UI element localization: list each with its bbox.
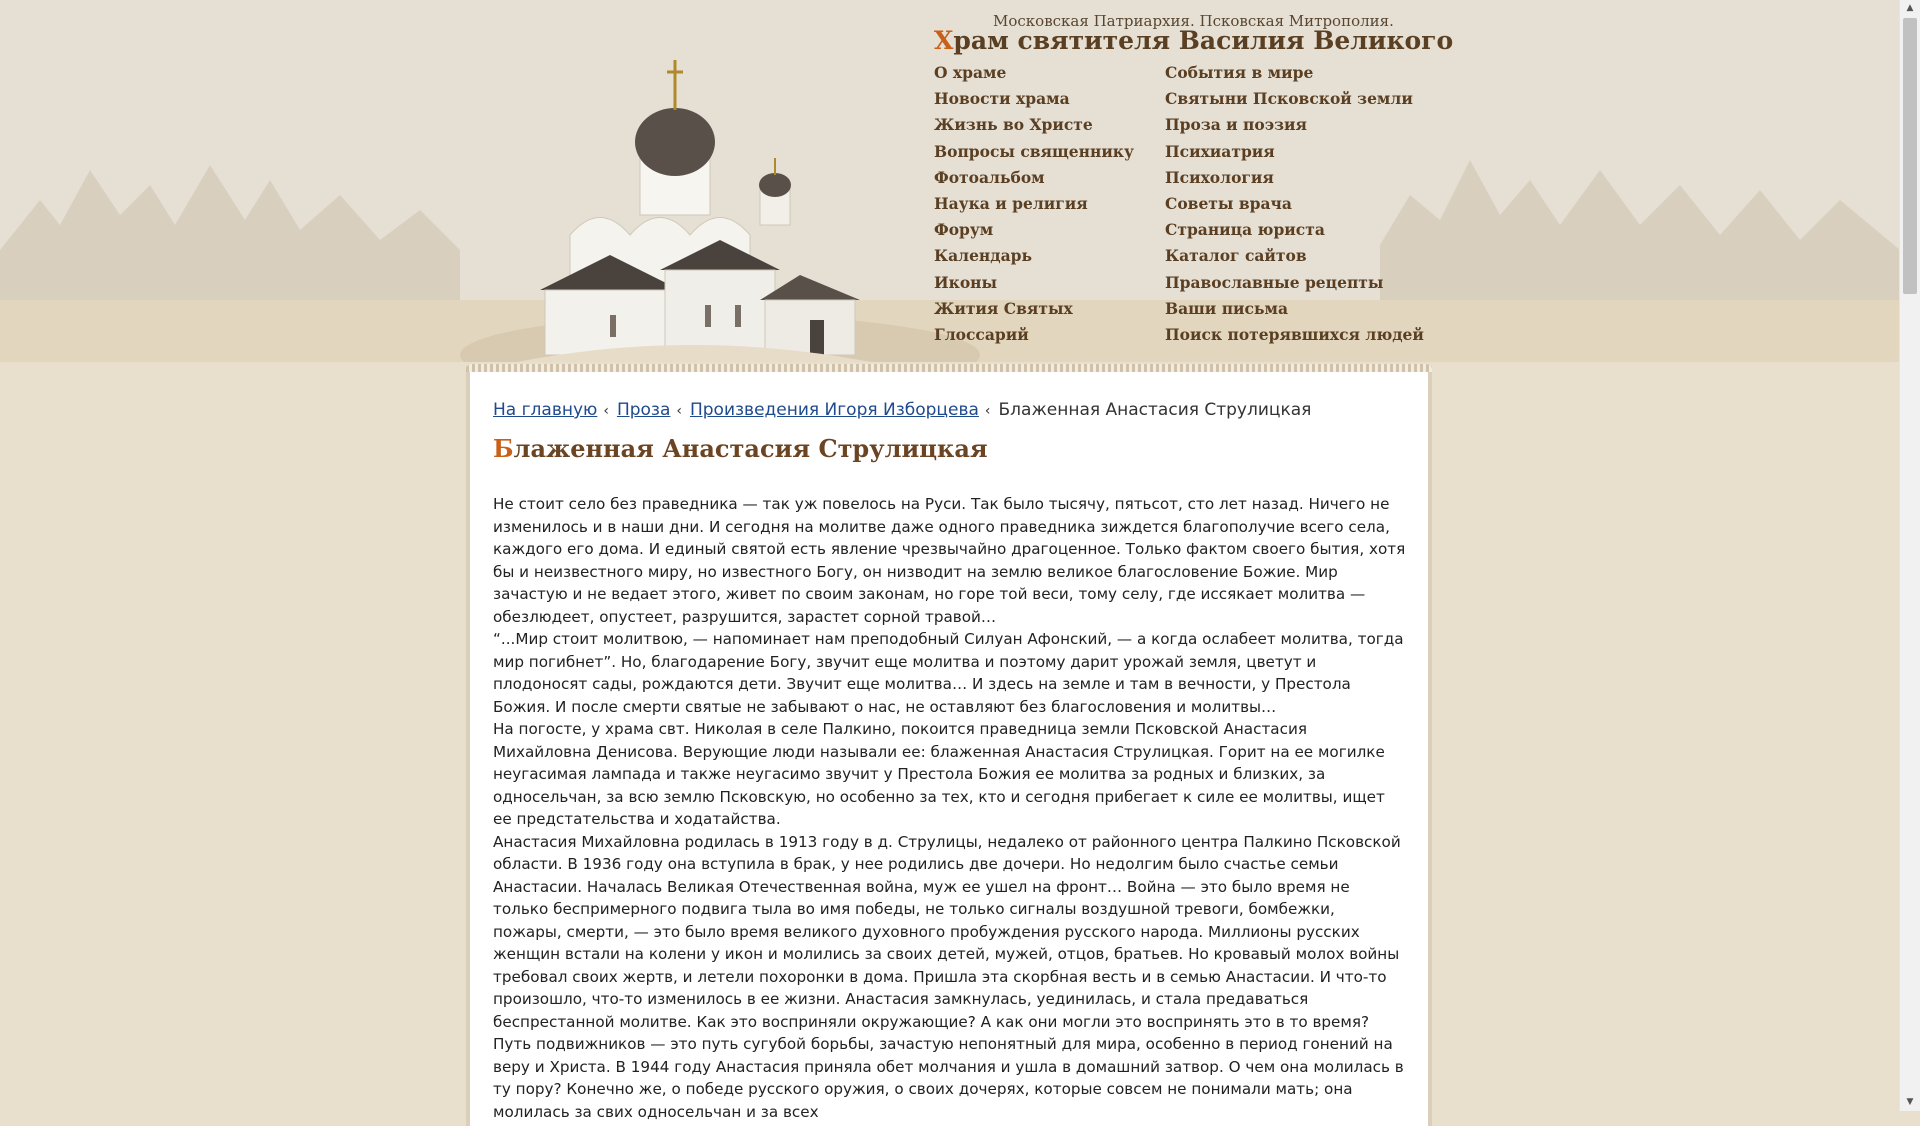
breadcrumb (493, 400, 1408, 424)
article-paragraph: На погосте, у храма свт. Николая в селе Палкино, покоится праведница земли Псковской Анастасия Михайловна Денисова. Верующие люди называли ее: блаженная Анастасия Струлицкая. Горит на ее могилке неугасимая лампада и также неугасимо звучит у Престола Божия ее молитва за родных и близких, за односельчан, за всю землю Псковскую, но особенно за тех, кто и сегодня прибегает к силе ее молитвы, ищет ее предстательства и ходатайства. (493, 720, 1385, 828)
vertical-scrollbar[interactable] (1899, 0, 1920, 1111)
nav-link-poisk[interactable]: Поиск потерявшихся людей (1165, 324, 1424, 344)
site-subtitle: Московская Патриархия. Псковская Митрополия. (993, 12, 1394, 30)
site-title[interactable] (934, 26, 1453, 55)
nav-link-sobytiya[interactable]: События в мире (1165, 63, 1314, 82)
breadcrumb-separator-icon: ‹ (984, 403, 991, 419)
scrollbar-thumb[interactable] (1903, 18, 1917, 294)
nav-link-katalog[interactable]: Каталог сайтов (1165, 246, 1307, 266)
nav-link-sovety-vracha[interactable]: Советы врача (1165, 193, 1292, 213)
content-panel (466, 366, 1432, 1126)
page-title-initial: Б (493, 434, 514, 463)
nav-link-svyatyni[interactable]: Святыни Псковской земли (1165, 89, 1413, 109)
nav-link-zhitiya[interactable]: Жития Святых (934, 298, 1073, 318)
nav-link-recepty[interactable]: Православные рецепты (1165, 272, 1384, 292)
scroll-down-icon[interactable]: ▼ (1906, 1097, 1914, 1107)
site-header (0, 0, 1900, 362)
nav-link-glossary[interactable]: Глоссарий (934, 324, 1029, 344)
content-inner (493, 400, 1408, 1123)
nav-link-fotoalbom[interactable]: Фотоальбом (934, 167, 1045, 187)
scroll-up-icon[interactable]: ▲ (1906, 3, 1914, 13)
nav-link-proza[interactable]: Проза и поэзия (1165, 115, 1307, 135)
nav-link-forum[interactable]: Форум (934, 220, 994, 240)
nav-link-nauka[interactable]: Наука и религия (934, 193, 1088, 213)
breadcrumb-home-link[interactable]: На главную (493, 400, 598, 420)
nav-link-o-hrame[interactable]: О храме (934, 63, 1007, 82)
page-title-text: лаженная Анастасия Струлицкая (513, 434, 988, 463)
nav-link-psihologiya[interactable]: Психология (1165, 167, 1274, 187)
article-paragraph: “...Мир стоит молитвою, — напоминает нам преподобный Силуан Афонский, — а когда ослабеет молитва, тогда мир погибнет”. Но, благодарение Богу, звучит еще молитва и поэтому дарит урожай земля, цветут и плодоносят сады, рождаются дети. Звучит еще молитва… И здесь на земле и там в вечности, у Престола Божия. И после смерти святые не забывают о нас, не оставляют без благословения и молитвы… (493, 630, 1404, 716)
main-nav-right (1165, 63, 1424, 351)
breadcrumb-separator-icon: ‹ (676, 403, 682, 419)
article-paragraph: Анастасия Михайловна родилась в 1913 году в д. Струлицы, недалеко от районного центра Палкино Псковской области. В 1936 году она вступила в брак, у нее родились две дочери. Но недолгим было счастье семьи Анастасии. Началась Великая Отечественная война, муж ее ушел на фронт… Война — это было время не только беспримерного подвига тыла во имя победы, не только сигналы воздушной тревоги, бомбежки, пожары, смерти, — это было время великого духовного пробуждения русского народа. Миллионы русских женщин встали на колени у икон и молились за своих детей, мужей, отцов, братьев. Но кровавый молох войны требовал своих жертв, и летели похоронки в дома. Пришла эта скорбная весть и в семью Анастасии. И что-то произошло, что-то изменилось в ее жизни. Анастасия замкнулась, уединилась, и стала предаваться беспрестанной молитве. Как это восприняли окружающие? А как они могли это воспринять это в то время? Путь подвижников — это путь сугубой борьбы, зачастую непонятный для мира, особенно в период гонений на веру и Христа. В 1944 году Анастасия приняла обет молчания и ушла в домашний затвор. О чем она молилась в ту пору? Конечно же, о победе русского оружия, о своих дочерях, которые совсем не понимали мать; она молилась за свих односельчан и за всех (493, 832, 1404, 1121)
page-title (493, 434, 1408, 463)
breadcrumb-current: Блаженная Анастасия Струлицкая (998, 400, 1312, 420)
nav-link-pisma[interactable]: Ваши письма (1165, 298, 1289, 318)
nav-link-zhizn-vo-hriste[interactable]: Жизнь во Христе (934, 115, 1093, 135)
main-nav-left (934, 63, 1134, 351)
site-title-initial: Х (934, 26, 954, 55)
article-paragraph: Не стоит село без праведника — так уж повелось на Руси. Так было тысячу, пятьсот, сто лет назад. Ничего не изменилось и в наши дни. И сегодня на молитве даже одного праведника зиждется благополучие всего села, каждого его дома. И единый святой есть явление чрезвычайно драгоценное. Только фактом своего бытия, хотя бы и неизвестного миру, но известного Богу, он низводит на землю великое благословение Божие. Мир зачастую и не ведает этого, живет по своим законам, но горе той веси, тому селу, где иссякает молитва — обезлюдеет, опустеет, разрушится, зарастет сорной травой… (493, 495, 1406, 626)
article-body (493, 493, 1408, 1123)
site-title-text: рам святителя Василия Великого (953, 26, 1454, 55)
nav-link-ikony[interactable]: Иконы (934, 272, 998, 292)
breadcrumb-separator-icon: ‹ (603, 403, 609, 419)
panel-top-border (466, 364, 1432, 372)
breadcrumb-author-link[interactable]: Произведения Игоря Изборцева (689, 400, 979, 420)
nav-link-kalendar[interactable]: Календарь (934, 246, 1033, 266)
nav-link-yurist[interactable]: Страница юриста (1165, 220, 1325, 240)
nav-link-psihiatriya[interactable]: Психиатрия (1165, 141, 1275, 161)
nav-link-novosti[interactable]: Новости храма (934, 89, 1070, 109)
church-illustration (460, 50, 920, 362)
breadcrumb-prose-link[interactable]: Проза (616, 400, 671, 420)
nav-link-voprosy[interactable]: Вопросы священнику (934, 141, 1134, 161)
